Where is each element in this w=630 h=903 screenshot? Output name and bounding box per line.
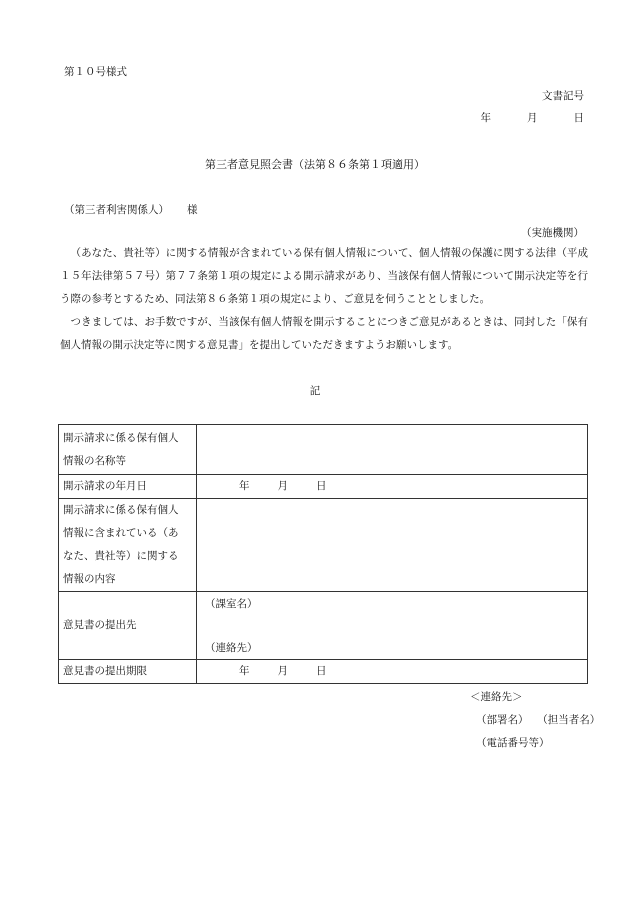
info-name-value [197,425,588,475]
document-title: 第三者意見照会書（法第８６条第１項適用） [205,158,425,171]
row-label-info-name [59,425,197,475]
row-label-submission-dest: 意見書の提出先 [59,592,197,660]
information-table [58,424,588,684]
contact-dept-person [470,709,600,732]
table-row [59,592,588,660]
issue-date-year: 年 [480,112,491,124]
body-paragraph-2: つきましては、お手数ですが、当該保有個人情報を開示することにつきご意見があるときは、同封した「保有個人情報の開示決定等に関する意見書」を提出していただきますようお願いします。 [60,316,588,351]
issue-date-day: 日 [573,112,584,124]
request-date-year: 年 [239,480,250,493]
label-line: 情報の名称等 [63,454,126,467]
issue-date-month: 月 [527,112,538,124]
table-row [59,660,588,684]
table-row [59,499,588,592]
body-text [60,242,588,357]
issuing-organization: （実施機関） [521,227,584,239]
table-row [59,475,588,499]
addressee-honorific: 様 [187,204,198,216]
submission-dept: （課室名） [205,597,258,610]
submission-contact: （連絡先） [205,641,258,654]
row-label-deadline: 意見書の提出期限 [59,660,197,684]
deadline-year: 年 [239,665,250,678]
request-date-value [197,475,588,499]
label-line: 情報の内容 [63,573,116,585]
form-number: 第１０号様式 [64,66,127,78]
label-line: 情報に含まれている（あ [63,527,179,539]
contact-heading: ＜連絡先＞ [470,691,523,703]
info-content-value [197,499,588,592]
addressee-name: （第三者利害関係人） [64,204,169,216]
label-line: なた、貴社等）に関する [63,550,179,562]
body-paragraph-1: （あなた、貴社等）に関する情報が含まれている保有個人情報について、個人情報の保護に関する法律（平成１５年法律第５７号）第７７条第１項の規定による開示請求があり、当該保有個人情報について開示決定等を行う際の参考とするため、同法第８６条第１項の規定により、ご意見を伺うこととしました。 [60,247,588,305]
request-date-day: 日 [316,480,327,493]
deadline-value [197,660,588,684]
label-line: 開示請求に係る保有個人 [63,504,179,516]
contact-person: （担当者名） [542,714,601,726]
row-label-info-content [59,499,197,592]
addressee [64,204,198,217]
document-symbol: 文書記号 [542,90,584,102]
contact-phone: （電話番号等） [476,737,550,749]
deadline-day: 日 [316,665,327,678]
ki-heading: 記 [309,385,321,397]
contact-department: （部署名） [476,714,529,726]
request-date-month: 月 [277,480,288,493]
submission-dest-value [197,592,588,660]
row-label-request-date: 開示請求の年月日 [59,475,197,499]
deadline-month: 月 [277,665,288,678]
issue-date [445,112,585,125]
label-line: 開示請求に係る保有個人 [63,431,179,444]
contact-block [470,686,600,755]
table-row [59,425,588,475]
